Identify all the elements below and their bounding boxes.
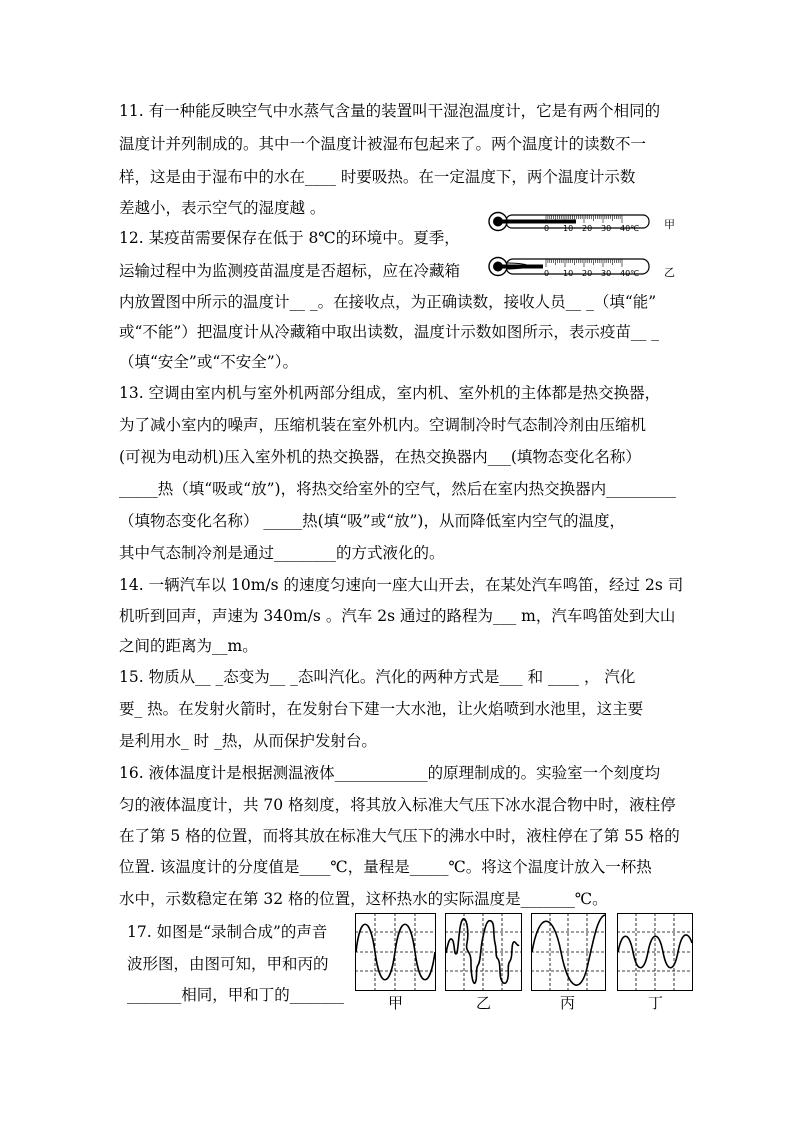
- therm-yi-tick-30: 30: [601, 269, 612, 278]
- therm-jia-tick-10: 10: [563, 224, 574, 233]
- q13-line-1: 13. 空调由室内机与室外机两部分组成，室内机、室外机的主体都是热交换器，: [119, 384, 661, 402]
- q13-line-6: 其中气态制冷剂是通过________的方式液化的。: [119, 544, 445, 562]
- q12-line-4: 或“不能”）把温度计从冷藏箱中取出读数，温度计示数如图所示，表示疫苗__ _: [119, 323, 660, 341]
- q12-line-1: 12. 某疫苗需要保存在低于 8℃的环境中。夏季，: [119, 229, 460, 247]
- thermometer-jia: [484, 208, 659, 238]
- therm-yi-tick-40: 40℃: [620, 269, 640, 278]
- waveform-yi-label: 乙: [476, 994, 492, 1012]
- waveform-ding: [617, 913, 693, 991]
- q13-line-4: _____热（填“吸或“放”)，将热交给室外的空气，然后在室内热交换器内_________: [119, 480, 676, 498]
- waveform-bing: [531, 913, 606, 991]
- q17-line-3: _______相同，甲和丁的_______: [127, 986, 345, 1004]
- therm-yi-tick-20: 20: [582, 269, 593, 278]
- therm-jia-tick-0: 0: [544, 224, 550, 233]
- q16-line-4: 位置. 该温度计的分度值是____℃，量程是_____℃。将这个温度计放入一杯热: [119, 858, 652, 876]
- thermometer-jia-label: 甲: [664, 218, 675, 231]
- q16-line-2: 匀的液体温度计，共 70 格刻度，将其放入标准大气压下冰水混合物中时，液柱停: [119, 796, 676, 814]
- therm-jia-tick-40: 40℃: [620, 224, 640, 233]
- q11-line-4: 差越小，表示空气的湿度越 。: [119, 199, 326, 217]
- q15-line-1: 15. 物质从__ _态变为__ _态叫汽化。汽化的两种方式是___ 和 ____ ， 汽化: [119, 668, 636, 686]
- q12-line-3: 内放置图中所示的温度计__ _。在接收点，为正确读数，接收人员__ _（填“能”: [119, 293, 657, 311]
- waveform-jia: [355, 913, 436, 991]
- therm-yi-tick-10: 10: [563, 269, 574, 278]
- therm-yi-tick-0: 0: [544, 269, 550, 278]
- q15-line-2: 要_ 热。在发射火箭时，在发射台下建一大水池，让火焰喷到水池里，这主要: [119, 700, 644, 718]
- q16-line-5: 水中，示数稳定在第 32 格的位置，这杯热水的实际温度是_______℃。: [119, 890, 608, 908]
- q16-line-1: 16. 液体温度计是根据测温液体____________的原理制成的。实验室一个刻度均: [119, 764, 661, 782]
- thermometer-yi-label: 乙: [664, 266, 675, 279]
- waveform-bing-label: 丙: [560, 994, 576, 1012]
- thermometer-yi: [484, 254, 659, 284]
- waveform-ding-label: 丁: [648, 994, 664, 1012]
- q15-line-3: 是利用水_ 时 _热，从而保护发射台。: [119, 732, 377, 750]
- q12-line-2: 运输过程中为监测疫苗温度是否超标，应在冷藏箱: [119, 262, 461, 280]
- q14-line-2: 机听到回声，声速为 340m/s 。汽车 2s 通过的路程为___ m，汽车鸣笛处到大山: [119, 607, 676, 625]
- q12-line-5: （填“安全”或“不安全”）。: [119, 353, 298, 371]
- q13-line-2: 为了减小室内的噪声，压缩机装在室外机内。空调制冷时气态制冷剂由压缩机: [119, 416, 647, 434]
- q17-line-2: 波形图，由图可知，甲和丙的: [127, 955, 329, 973]
- q17-line-1: 17. 如图是“录制合成”的声音: [127, 923, 328, 941]
- therm-jia-tick-30: 30: [601, 224, 612, 233]
- waveform-yi: [445, 913, 522, 991]
- q16-line-3: 在了第 5 格的位置，而将其放在标准大气压下的沸水中时，液柱停在了第 55 格的: [119, 827, 680, 845]
- q11-line-2: 温度计并列制成的。其中一个温度计被湿布包起来了。两个温度计的读数不一: [119, 135, 647, 153]
- waveform-jia-label: 甲: [388, 994, 404, 1012]
- q11-line-1: 11. 有一种能反映空气中水蒸气含量的装置叫干湿泡温度计，它是有两个相同的: [119, 102, 661, 120]
- q13-line-3: (可视为电动机)压入室外机的热交换器，在热交换器内___(填物态变化名称）: [119, 448, 641, 466]
- therm-jia-tick-20: 20: [582, 224, 593, 233]
- q14-line-1: 14. 一辆汽车以 10m/s 的速度匀速向一座大山开去，在某处汽车鸣笛，经过 2s 司: [119, 576, 684, 594]
- q14-line-3: 之间的距离为__m。: [119, 637, 258, 655]
- q11-line-3: 样，这是由于湿布中的水在____ 时要吸热。在一定温度下，两个温度计示数: [119, 168, 636, 186]
- q13-line-5: （填物态变化名称） _____热(填“吸”或“放”)，从而降低室内空气的温度，: [119, 512, 625, 530]
